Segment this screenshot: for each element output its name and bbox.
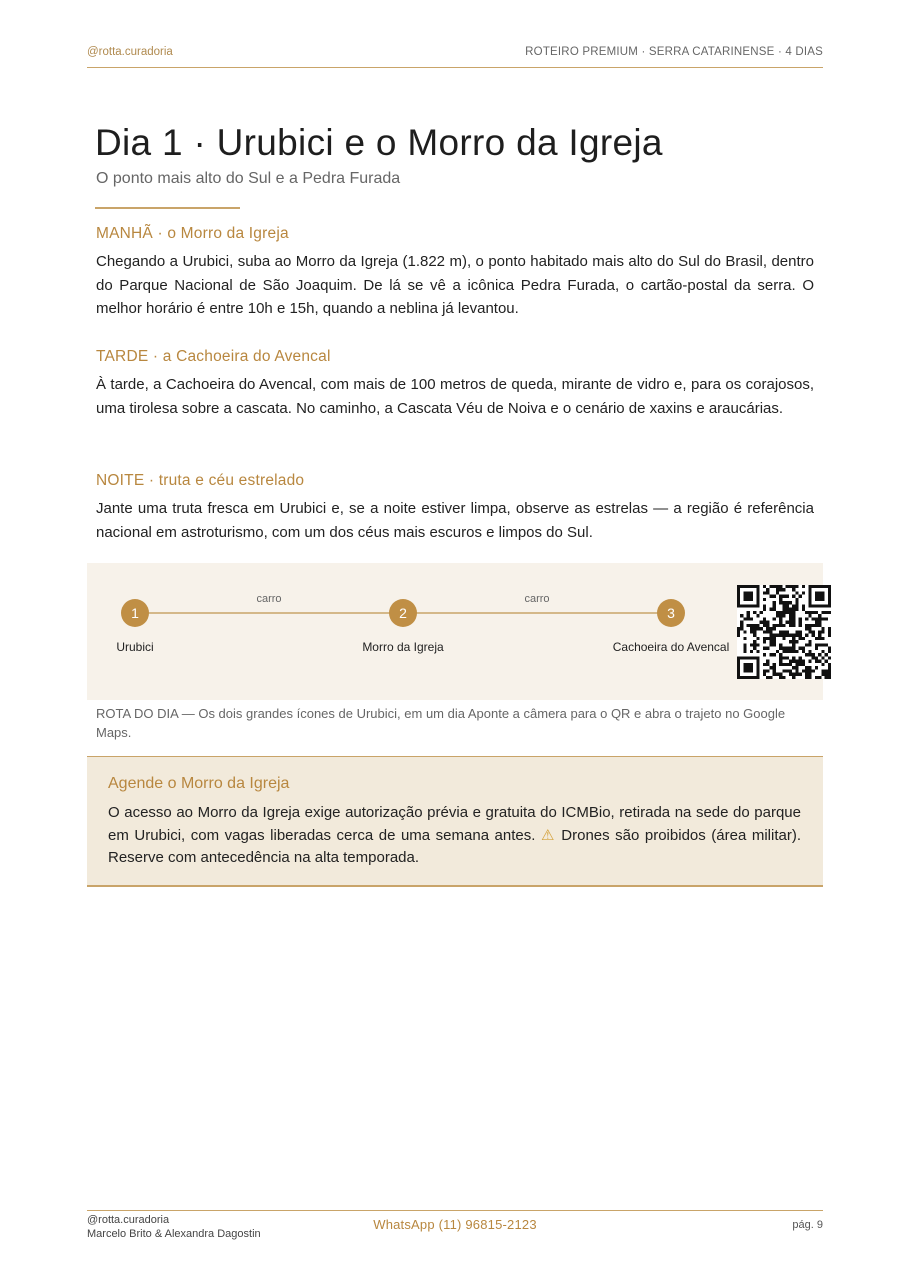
route-diagram bbox=[87, 563, 823, 700]
qr-code-icon[interactable] bbox=[737, 585, 831, 679]
route-stop-name: Cachoeira do Avencal bbox=[612, 640, 730, 654]
callout-text: Drones são proibidos (área militar). Reserve com antecedência na alta temporada. bbox=[108, 826, 801, 866]
route-leg-label: carro bbox=[256, 593, 282, 605]
route-stop-name: Morro da Igreja bbox=[362, 640, 444, 654]
section-morning bbox=[96, 225, 814, 321]
callout-box bbox=[87, 756, 823, 887]
route-stop-number: 3 bbox=[667, 605, 675, 621]
route-map-panel bbox=[87, 563, 823, 700]
header-brand: @rotta.curadoria bbox=[87, 46, 173, 58]
callout-text: O acesso ao Morro da Igreja exige autorização prévia e gratuita do ICMBio, retirada na sede do parque em Urubici, com vagas liberadas cerca de uma semana antes. bbox=[108, 804, 801, 844]
footer-brand: @rotta.curadoria bbox=[87, 1214, 170, 1226]
section-heading: MANHÃ · o Morro da Igreja bbox=[96, 225, 289, 242]
footer-authors: Marcelo Brito & Alexandra Dagostin bbox=[87, 1228, 261, 1240]
section-body: Chegando a Urubici, suba ao Morro da Igreja (1.822 m), o ponto habitado mais alto do Sul do Brasil, dentro do Parque Nacional de São Joaquim. De lá se vê a icônica Pedra Furada, o cartão-postal da serra. O melhor horário é entre 10h e 15h, quando a neblina já levantou. bbox=[96, 253, 814, 317]
section-heading: NOITE · truta e céu estrelado bbox=[96, 472, 305, 489]
page-number: pág. 9 bbox=[792, 1219, 823, 1231]
title-divider bbox=[95, 207, 240, 209]
page-footer bbox=[87, 1210, 823, 1245]
route-leg-label: carro bbox=[524, 593, 550, 605]
header-document-label: ROTEIRO PREMIUM · SERRA CATARINENSE · 4 DIAS bbox=[525, 46, 823, 58]
section-body: À tarde, a Cachoeira do Avencal, com mais de 100 metros de queda, mirante de vidro e, para os corajosos, uma tirolesa sobre a cascata. No caminho, a Cascata Véu de Noiva e o cenário de xaxins e araucárias. bbox=[96, 376, 814, 417]
route-stop-name: Urubici bbox=[116, 640, 154, 654]
footer-contact[interactable]: WhatsApp (11) 96815-2123 bbox=[373, 1217, 537, 1232]
route-stop-number: 2 bbox=[399, 605, 407, 621]
callout-title: Agende o Morro da Igreja bbox=[108, 775, 290, 792]
section-body: Jante uma truta fresca em Urubici e, se a noite estiver limpa, observe as estrelas — a região é referência nacional em astroturismo, com um dos céus mais escuros e limpos do Sul. bbox=[96, 500, 814, 541]
warning-icon: ⚠ bbox=[540, 826, 556, 844]
section-night bbox=[96, 472, 814, 544]
route-stop-number: 1 bbox=[131, 605, 139, 621]
callout-body bbox=[108, 802, 801, 870]
page-title: Dia 1 · Urubici e o Morro da Igreja bbox=[95, 122, 663, 163]
section-heading: TARDE · a Cachoeira do Avencal bbox=[96, 348, 331, 365]
section-afternoon bbox=[96, 348, 814, 420]
route-caption: ROTA DO DIA — Os dois grandes ícones de Urubici, em um dia Aponte a câmera para o QR e abra o trajeto no Google Maps. bbox=[96, 706, 786, 740]
page-header bbox=[87, 46, 823, 68]
page-subtitle: O ponto mais alto do Sul e a Pedra Furada bbox=[96, 170, 401, 187]
